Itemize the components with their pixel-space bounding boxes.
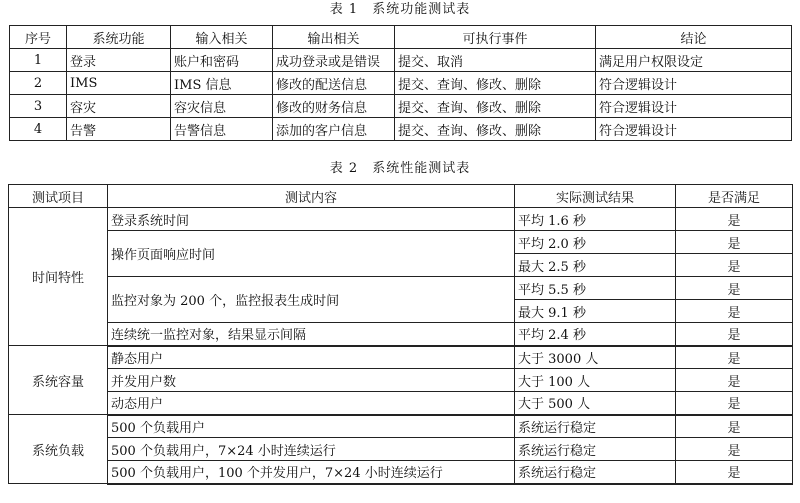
test-content: 操作页面响应时间 bbox=[108, 231, 515, 277]
table-row bbox=[10, 49, 792, 72]
header-cell: 系统功能 bbox=[67, 26, 171, 49]
satisfied-flag: 是 bbox=[676, 392, 793, 415]
test-result: 系统运行稳定 bbox=[515, 438, 676, 461]
satisfied-flag: 是 bbox=[676, 277, 793, 300]
satisfied-flag: 是 bbox=[676, 438, 793, 461]
header-cell: 输出相关 bbox=[273, 26, 395, 49]
table-row bbox=[10, 72, 792, 95]
satisfied-flag: 是 bbox=[676, 346, 793, 369]
header-cell: 可执行事件 bbox=[395, 26, 596, 49]
performance-test-table bbox=[8, 184, 793, 485]
table-cell: IMS bbox=[67, 72, 171, 95]
test-result: 大于 3000 人 bbox=[515, 346, 676, 369]
test-content: 并发用户数 bbox=[108, 369, 515, 392]
header-cell: 实际测试结果 bbox=[515, 185, 676, 208]
table-row bbox=[9, 346, 793, 369]
test-result: 最大 9.1 秒 bbox=[515, 300, 676, 323]
test-category: 系统负载 bbox=[9, 415, 108, 484]
table-cell: 告警 bbox=[67, 118, 171, 141]
test-result: 最大 2.5 秒 bbox=[515, 254, 676, 277]
table-cell: 告警信息 bbox=[171, 118, 273, 141]
table-cell: 提交、查询、修改、删除 bbox=[395, 118, 596, 141]
table-cell: 容灾信息 bbox=[171, 95, 273, 118]
table-cell: 提交、取消 bbox=[395, 49, 596, 72]
header-cell: 结论 bbox=[596, 26, 792, 49]
test-category: 时间特性 bbox=[9, 208, 108, 346]
test-content: 500 个负载用户 bbox=[108, 415, 515, 438]
table-cell: 4 bbox=[10, 118, 67, 141]
table-cell: 3 bbox=[10, 95, 67, 118]
header-cell: 输入相关 bbox=[171, 26, 273, 49]
test-content: 静态用户 bbox=[108, 346, 515, 369]
table2-caption: 表 2 系统性能测试表 bbox=[329, 161, 471, 176]
test-result: 大于 100 人 bbox=[515, 369, 676, 392]
table-row bbox=[10, 95, 792, 118]
table-cell: 提交、查询、修改、删除 bbox=[395, 72, 596, 95]
table-cell: 登录 bbox=[67, 49, 171, 72]
table-row bbox=[9, 415, 793, 438]
test-result: 大于 500 人 bbox=[515, 392, 676, 415]
test-result: 系统运行稳定 bbox=[515, 461, 676, 484]
table-cell: 成功登录或是错误 bbox=[273, 49, 395, 72]
table-row bbox=[9, 208, 793, 231]
function-test-table bbox=[9, 25, 792, 141]
satisfied-flag: 是 bbox=[676, 323, 793, 346]
test-content: 连续统一监控对象，结果显示间隔 bbox=[108, 323, 515, 346]
table-cell: 添加的客户信息 bbox=[273, 118, 395, 141]
table-cell: 符合逻辑设计 bbox=[596, 118, 792, 141]
header-cell: 序号 bbox=[10, 26, 67, 49]
table-header-row bbox=[9, 185, 793, 208]
test-content: 监控对象为 200 个，监控报表生成时间 bbox=[108, 277, 515, 323]
test-content: 登录系统时间 bbox=[108, 208, 515, 231]
table-cell: 2 bbox=[10, 72, 67, 95]
satisfied-flag: 是 bbox=[676, 415, 793, 438]
table-cell: 符合逻辑设计 bbox=[596, 72, 792, 95]
satisfied-flag: 是 bbox=[676, 254, 793, 277]
satisfied-flag: 是 bbox=[676, 208, 793, 231]
header-cell: 测试项目 bbox=[9, 185, 108, 208]
table-cell: 账户和密码 bbox=[171, 49, 273, 72]
test-result: 平均 1.6 秒 bbox=[515, 208, 676, 231]
satisfied-flag: 是 bbox=[676, 231, 793, 254]
test-result: 平均 2.4 秒 bbox=[515, 323, 676, 346]
table-cell: 提交、查询、修改、删除 bbox=[395, 95, 596, 118]
test-category: 系统容量 bbox=[9, 346, 108, 415]
table-cell: 1 bbox=[10, 49, 67, 72]
table-cell: 容灾 bbox=[67, 95, 171, 118]
test-content: 500 个负载用户，100 个并发用户，7×24 小时连续运行 bbox=[108, 461, 515, 484]
test-content: 动态用户 bbox=[108, 392, 515, 415]
test-result: 系统运行稳定 bbox=[515, 415, 676, 438]
table-row bbox=[9, 461, 793, 484]
table-header-row bbox=[10, 26, 792, 49]
test-content: 500 个负载用户，7×24 小时连续运行 bbox=[108, 438, 515, 461]
satisfied-flag: 是 bbox=[676, 369, 793, 392]
test-result: 平均 2.0 秒 bbox=[515, 231, 676, 254]
test-result: 平均 5.5 秒 bbox=[515, 277, 676, 300]
table-row bbox=[9, 392, 793, 415]
table-cell: IMS 信息 bbox=[171, 72, 273, 95]
satisfied-flag: 是 bbox=[676, 300, 793, 323]
table-cell: 符合逻辑设计 bbox=[596, 95, 792, 118]
table-row bbox=[9, 438, 793, 461]
table-row bbox=[9, 323, 793, 346]
header-cell: 是否满足 bbox=[676, 185, 793, 208]
table-row bbox=[9, 277, 793, 300]
header-cell: 测试内容 bbox=[108, 185, 515, 208]
table-cell: 修改的财务信息 bbox=[273, 95, 395, 118]
table-row bbox=[9, 231, 793, 254]
satisfied-flag: 是 bbox=[676, 461, 793, 484]
table-cell: 修改的配送信息 bbox=[273, 72, 395, 95]
table-cell: 满足用户权限设定 bbox=[596, 49, 792, 72]
table-row bbox=[10, 118, 792, 141]
table-row bbox=[9, 369, 793, 392]
table1-caption: 表 1 系统功能测试表 bbox=[329, 2, 471, 17]
